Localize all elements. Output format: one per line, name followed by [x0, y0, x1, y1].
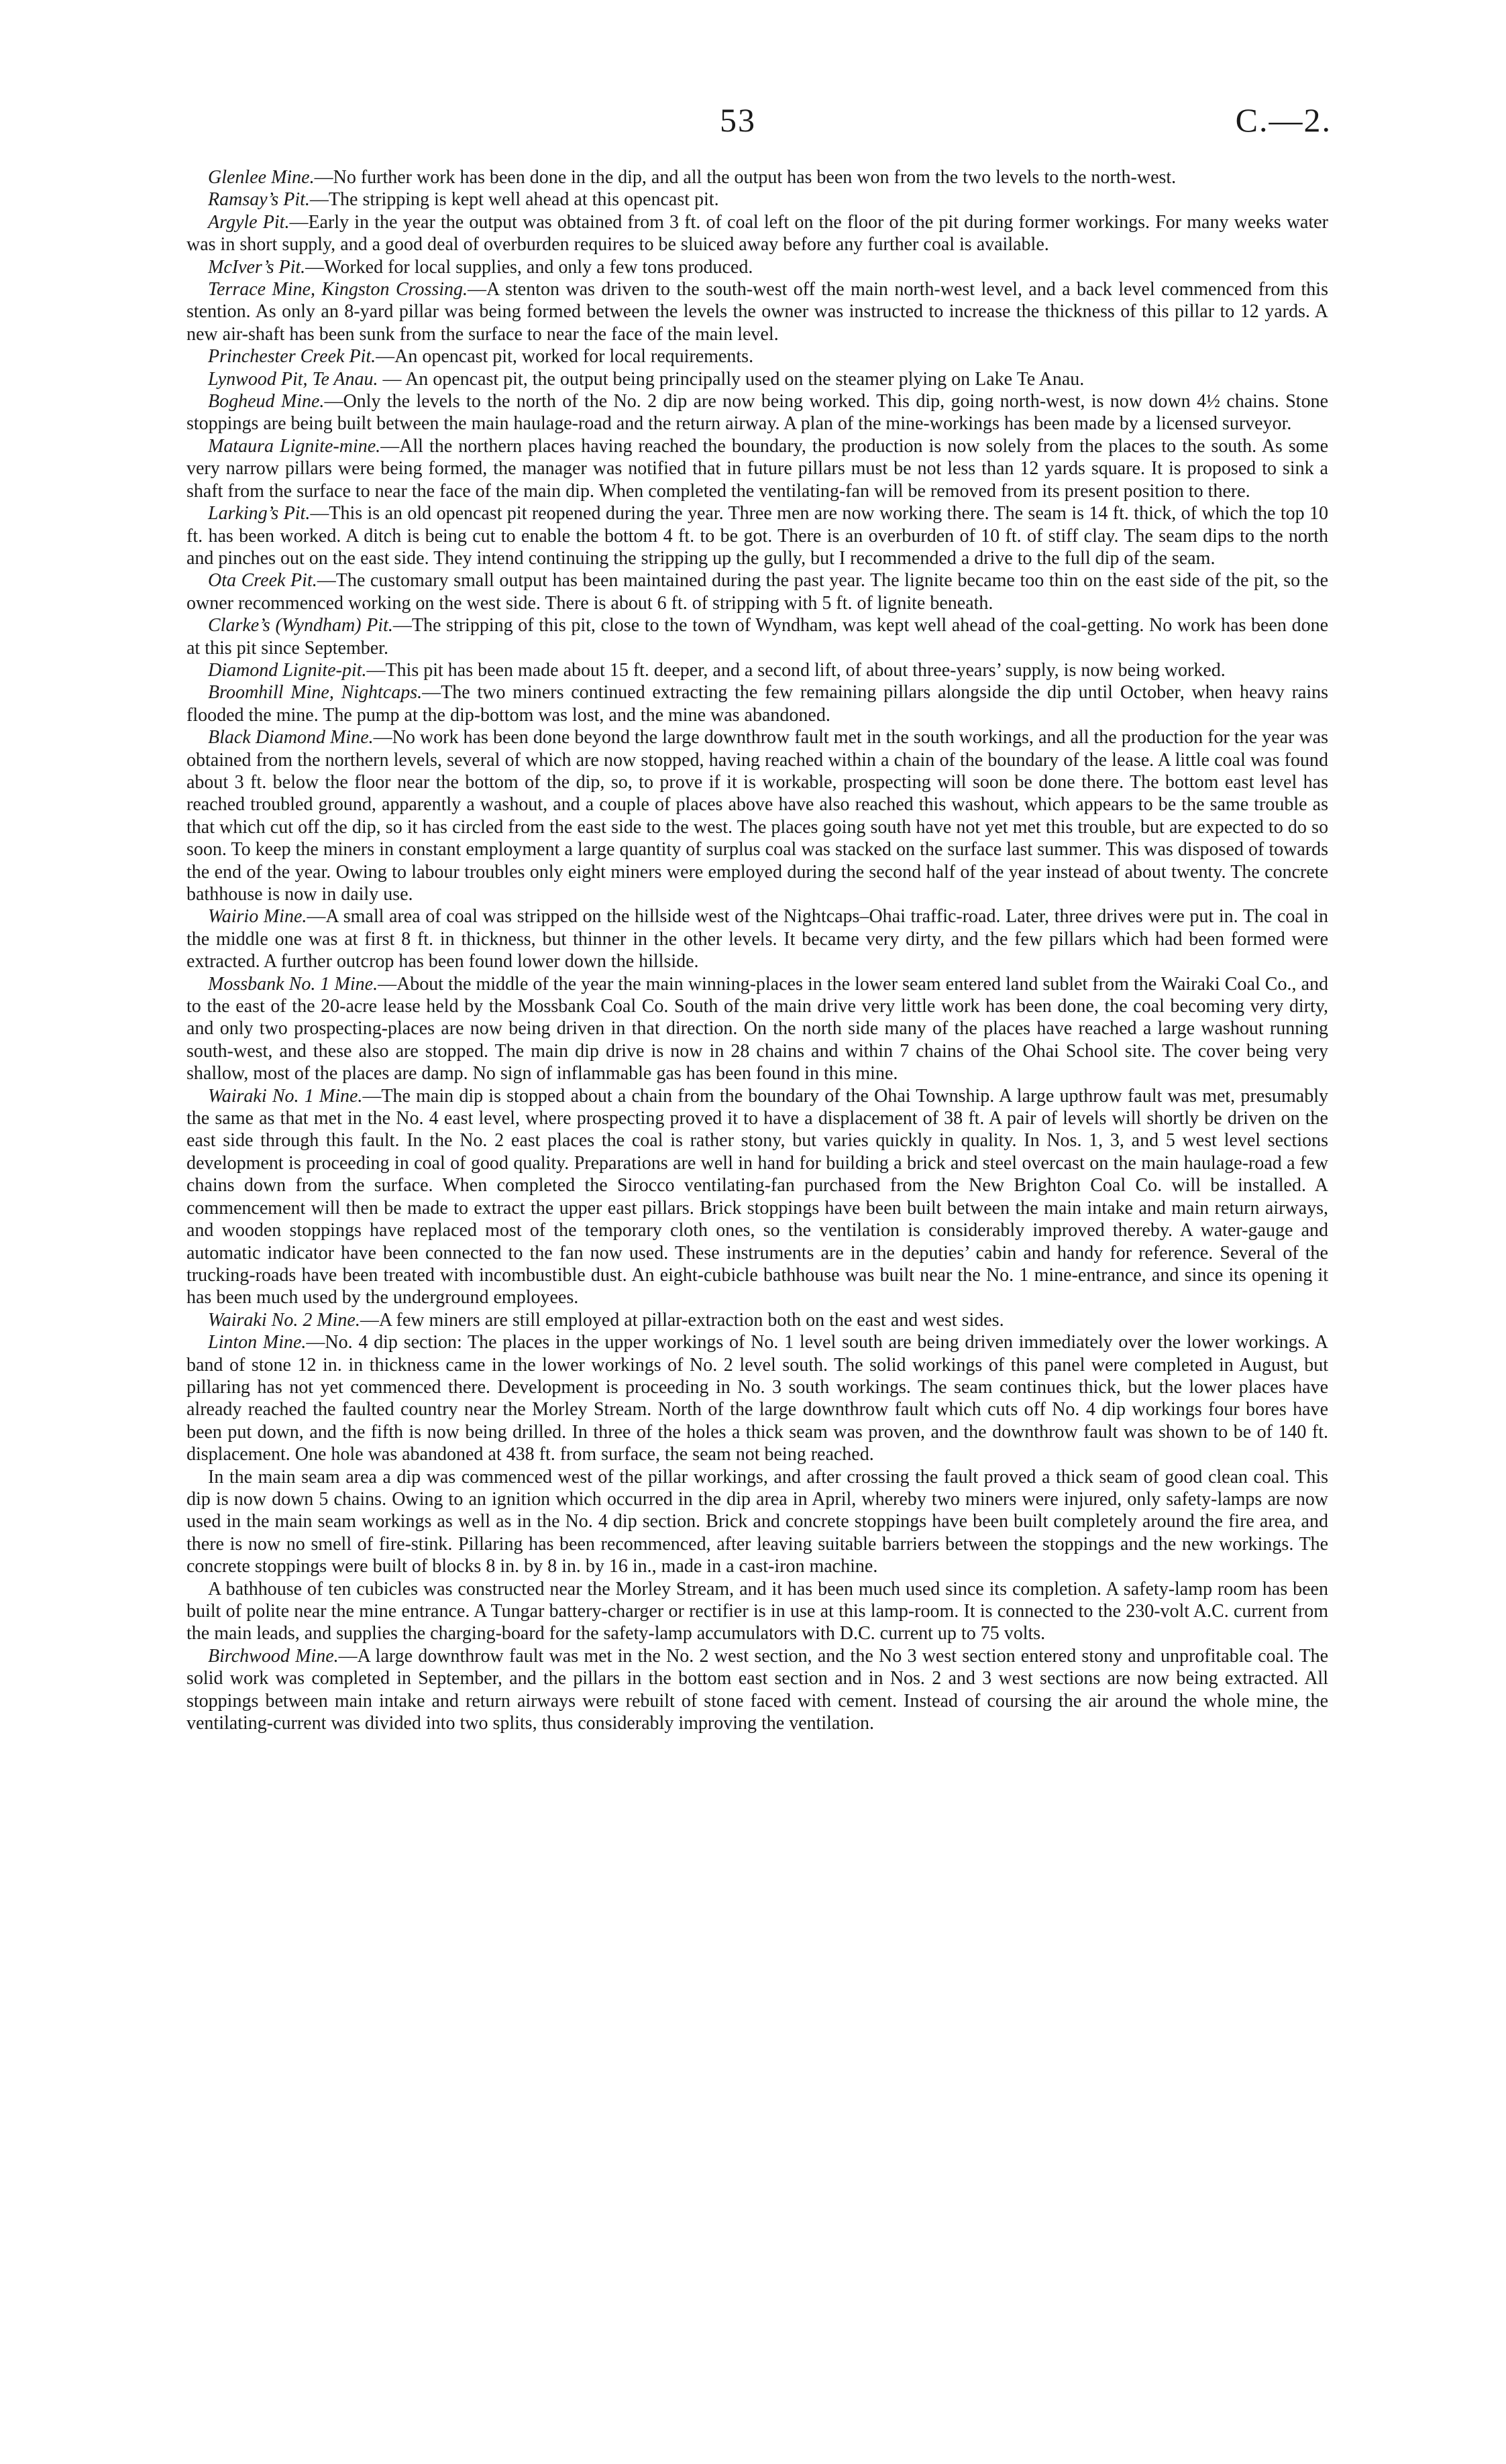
paragraph — [186, 726, 1328, 905]
paragraph-title: Lynwood Pit, Te Anau. — [208, 368, 378, 390]
paragraph-text: —A small area of coal was stripped on the hillside west of the Nightcaps–Ohai traffic-road. Later, three drives were put in. The coal in the middle one was at first 8 ft. in thickness, but thinner in the other levels. It became very dirty, and the few pillars which had been formed were extracted. A further outcrop has been found lower down the hillside. — [186, 906, 1328, 972]
paragraph-text: —No. 4 dip section: The places in the upper workings of No. 1 level south are being driven immediately over the lower workings. A band of stone 12 in. in thickness came in the lower workings of No. 2 level south. The solid workings of this panel were completed in August, but pillaring has not yet commenced there. Development is proceeding in No. 3 south workings. The seam continues thick, but the lower places have already reached the faulted country near the Morley Stream. North of the large downthrow fault which cuts off No. 4 dip workings four bores have been put down, and the fifth is now being drilled. In three of the holes a thick seam was proven, and the downthrow fault was shown to be of 140 ft. displacement. One hole was abandoned at 438 ft. from surface, the seam not being reached. — [186, 1332, 1328, 1465]
paragraph-text: —An opencast pit, worked for local requirements. — [376, 346, 754, 368]
paragraph — [186, 502, 1328, 569]
paragraph-text: —About the middle of the year the main winning-places in the lower seam entered land sublet from the Wairaki Coal Co., and to the east of the 20-acre lease held by the Mossbank Coal Co. South of the main drive very little work has been done, the coal becoming very dirty, and only two prospecting-places are now being driven in that direction. On the north side many of the places have reached a large washout running south-west, and these also are stopped. The main dip drive is now in 28 chains and within 7 chains of the Ohai School site. The cover being very shallow, most of the places are damp. No sign of inflammable gas has been found in this mine. — [186, 973, 1328, 1084]
paragraph-text: —No further work has been done in the dip, and all the output has been won from the two levels to the north-west. — [314, 167, 1177, 188]
paragraph-text: —A stenton was driven to the south-west off the main north-west level, and a back level commenced from this stention. As only an 8-yard pillar was being formed between the levels the owner was instructed to increase the thickness of this pillar to 12 yards. A new air-shaft has been sunk from the surface to near the face of the main level. — [186, 279, 1328, 345]
paragraph — [186, 614, 1328, 659]
paragraph-title: Argyle Pit. — [208, 211, 290, 233]
paragraph-title: Bogheud Mine. — [208, 391, 325, 412]
paragraph-title: Mataura Lignite-mine. — [208, 435, 381, 457]
paragraph-title: Mossbank No. 1 Mine. — [208, 973, 378, 995]
paragraph-text: In the main seam area a dip was commenced west of the pillar workings, and after crossing the fault proved a thick seam of good clean coal. This dip is now down 5 chains. Owing to an ignition which occurred in the dip area in April, whereby two miners were injured, only safety-lamps are now used in the main seam workings as well as in the No. 4 dip section. Brick and concrete stoppings have been built completely around the fire area, and there is now no smell of fire-stink. Pillaring has been recommenced, after leaving suitable barriers between the stoppings and the new workings. The concrete stoppings were built of blocks 8 in. by 8 in. by 16 in., made in a cast-iron machine. — [186, 1466, 1328, 1577]
paragraph-title: Larking’s Pit. — [208, 503, 311, 524]
paragraph — [186, 166, 1328, 188]
paragraph — [186, 368, 1328, 390]
paragraph-text: —Worked for local supplies, and only a few tons produced. — [305, 256, 753, 278]
paragraph-title: Clarke’s (Wyndham) Pit. — [208, 615, 393, 636]
body-text — [186, 166, 1328, 1734]
paragraph — [186, 973, 1328, 1085]
paragraph — [186, 659, 1328, 681]
paragraph-text: —This is an old opencast pit reopened during the year. Three men are now working there. The seam is 14 ft. thick, of which the top 10 ft. has been worked. A ditch is being cut to enable the bottom 4 ft. to be got. There is an overburden of 10 ft. of stiff clay. The seam dips to the north and pinches out on the east side. They intend continuing the stripping up the gully, but I recommended a drive to the full dip of the seam. — [186, 503, 1328, 569]
paragraph — [186, 1466, 1328, 1578]
paragraph-title: Diamond Lignite-pit. — [208, 659, 367, 681]
paragraph-title: Linton Mine. — [208, 1332, 307, 1353]
paragraph — [186, 390, 1328, 435]
paragraph-title: Terrace Mine, Kingston Crossing. — [208, 279, 468, 300]
paragraph — [186, 681, 1328, 726]
page-number: 53 — [720, 101, 756, 139]
paragraph-title: Wairaki No. 2 Mine. — [208, 1309, 360, 1331]
paragraph-text: —The customary small output has been maintained during the past year. The lignite became too thin on the east side of the pit, so the owner recommenced working on the west side. There is about 6 ft. of stripping with 5 ft. of lignite beneath. — [186, 570, 1328, 614]
paragraph-title: McIver’s Pit. — [208, 256, 306, 278]
paragraph-text: — An opencast pit, the output being principally used on the steamer plying on Lake Te Anau. — [378, 368, 1085, 390]
paragraph-text: A bathhouse of ten cubicles was constructed near the Morley Stream, and it has been much used since its completion. A safety-lamp room has been built of polite near the mine entrance. A Tungar battery-charger or rectifier is in use at this lamp-room. It is connected to the 230-volt A.C. current from the main leads, and supplies the charging-board for the safety-lamp accumulators with D.C. current up to 75 volts. — [186, 1578, 1328, 1644]
paragraph — [186, 345, 1328, 368]
paragraph — [186, 1331, 1328, 1465]
paragraph-text: —A large downthrow fault was met in the No. 2 west section, and the No 3 west section entered stony and unprofitable coal. The solid work was completed in September, and the pillars in the bottom east section and in Nos. 2 and 3 west sections are now being extracted. All stoppings between main intake and return airways were rebuilt of stone faced with cement. Instead of coursing the air around the whole mine, the ventilating-current was divided into two splits, thus considerably improving the ventilation. — [186, 1645, 1329, 1734]
paragraph — [186, 278, 1328, 345]
paragraph — [186, 256, 1328, 278]
paragraph-title: Wairio Mine. — [208, 906, 307, 928]
paragraph — [186, 188, 1328, 211]
paragraph-title: Birchwood Mine. — [208, 1645, 339, 1667]
paragraph-text: —No work has been done beyond the large downthrow fault met in the south workings, and all the production for the year was obtained from the northern levels, several of which are now stopped, having reached within a chain of the boundary of the lease. A little coal was found about 3 ft. below the floor near the bottom of the dip, so, to prove if it is workable, prospecting will soon be done there. The bottom east level has reached troubled ground, apparently a washout, and a couple of places above have also reached this washout, which appears to be the same trouble as that which cut off the dip, so it has circled from the east side to the west. The places going south have not yet met this trouble, but are expected to do so soon. To keep the miners in constant employment a large quantity of surplus coal was stacked on the surface last summer. This was disposed of towards the end of the year. Owing to labour troubles only eight miners were employed during the second half of the year instead of about twenty. The concrete bathhouse is now in daily use. — [186, 727, 1328, 905]
paragraph-title: Wairaki No. 1 Mine. — [208, 1085, 363, 1107]
paragraph — [186, 905, 1328, 972]
paragraph — [186, 569, 1328, 614]
paragraph-title: Broomhill Mine, Nightcaps. — [208, 682, 423, 704]
paragraph-text: —A few miners are still employed at pillar-extraction both on the east and west sides. — [360, 1309, 1004, 1331]
paragraph-text: —Only the levels to the north of the No. 2 dip are now being worked. This dip, going north-west, is now down 4½ chains. Stone stoppings are being built between the main haulage-road and the return airway. A plan of the mine-workings has been made by a licensed surveyor. — [186, 391, 1329, 435]
paragraph-text: —The stripping of this pit, close to the town of Wyndham, was kept well ahead of the coal-getting. No work has been done at this pit since September. — [186, 615, 1328, 659]
series-code: C.—2. — [1235, 101, 1332, 139]
paragraph-title: Black Diamond Mine. — [208, 727, 374, 748]
paragraph-text: —The two miners continued extracting the few remaining pillars alongside the dip until October, when heavy rains flooded the mine. The pump at the dip-bottom was lost, and the mine was abandoned. — [186, 682, 1329, 726]
paragraph — [186, 1309, 1328, 1331]
paragraph-title: Glenlee Mine. — [208, 167, 315, 188]
paragraph — [186, 1645, 1328, 1735]
paragraph-text: —This pit has been made about 15 ft. deeper, and a second lift, of about three-years’ supply, is now being worked. — [366, 659, 1226, 681]
paragraph-text: —The stripping is kept well ahead at this opencast pit. — [309, 189, 719, 211]
paragraph — [186, 1578, 1328, 1645]
paragraph-text: —The main dip is stopped about a chain from the boundary of the Ohai Township. A large upthrow fault was met, presumably the same as that met in the No. 4 east level, where prospecting proved it to have a displacement of 38 ft. A pair of levels will shortly be driven on the east side through this fault. In the No. 2 east places the coal is rather stony, but varies quickly in quality. In Nos. 1, 3, and 5 west level sections development is proceeding in coal of good quality. Preparations are well in hand for building a brick and steel overcast on the main haulage-road a few chains down from the surface. When completed the Sirocco ventilating-fan purchased from the New Brighton Coal Co. will be installed. A commencement will then be made to extract the upper east pillars. Brick stoppings have been built between the main intake and main return airways, and wooden stoppings have replaced most of the temporary cloth ones, so the ventilation is considerably improved thereby. A water-gauge and automatic indicator have been connected to the fan now used. These instruments are in the deputies’ cabin and handy for reference. Several of the trucking-roads have been treated with incombustible dust. An eight-cubicle bathhouse was built near the No. 1 mine-entrance, and since its opening it has been much used by the underground employees. — [186, 1085, 1329, 1308]
paragraph — [186, 211, 1328, 256]
paragraph — [186, 435, 1328, 502]
paragraph-text: —Early in the year the output was obtained from 3 ft. of coal left on the floor of the pit during former workings. For many weeks water was in short supply, and a good deal of overburden requires to be sluiced away before any further coal is available. — [186, 211, 1329, 256]
paragraph-text: —All the northern places having reached the boundary, the production is now solely from the places to the south. As some very narrow pillars were being formed, the manager was notified that in future pillars must be not less than 12 yards square. It is proposed to sink a shaft from the surface to near the face of the main dip. When completed the ventilating-fan will be removed from its present position to there. — [186, 435, 1328, 502]
paragraph — [186, 1085, 1328, 1309]
paragraph-title: Ramsay’s Pit. — [208, 189, 310, 211]
paragraph-title: Princhester Creek Pit. — [208, 346, 376, 368]
paragraph-title: Ota Creek Pit. — [208, 570, 317, 592]
